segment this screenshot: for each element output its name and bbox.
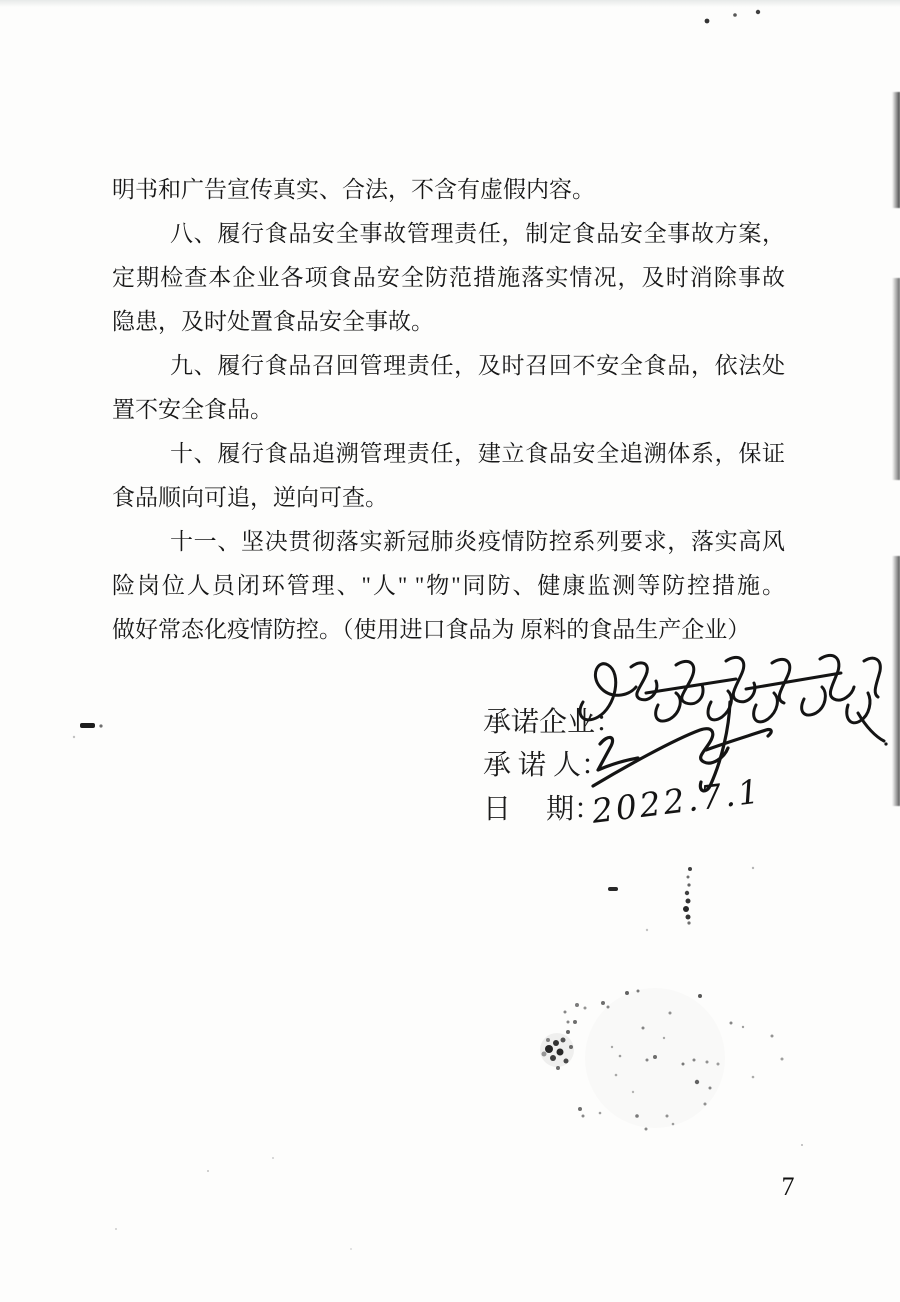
document-line: 定期检查本企业各项食品安全防范措施落实情况，及时消除事故 [112, 265, 785, 290]
document-body [112, 168, 785, 652]
document-line: 食品顺向可追，逆向可查。 [112, 485, 388, 510]
handwritten-date: 2022.7.1 [589, 771, 765, 831]
company-label: 承诺企业： [483, 707, 624, 738]
document-line: 九、履行食品召回管理责任，及时召回不安全食品，依法处 [170, 353, 785, 378]
document-line: 险岗位人员闭环管理、"人" "物"同防、健康监测等防控措施。 [112, 573, 785, 598]
document-line: 十、履行食品追溯管理责任，建立食品安全追溯体系，保证 [170, 441, 785, 466]
person-label: 承 诺 人： [483, 750, 610, 781]
document-line: 做好常态化疫情防控。（使用进口食品为 原料的食品生产企业） [112, 617, 751, 642]
document-line: 隐患，及时处置食品安全事故。 [112, 309, 434, 334]
scan-edge-artifact-right [892, 556, 900, 806]
scan-edge-artifact-right [892, 92, 900, 208]
scan-edge-artifact-top [0, 0, 900, 7]
document-line: 八、履行食品安全事故管理责任，制定食品安全事故方案， [170, 221, 785, 246]
date-label: 日 期： [483, 794, 603, 825]
scan-edge-artifact-right [892, 278, 900, 480]
document-line: 十一、坚决贯彻落实新冠肺炎疫情防控系列要求，落实高风 [170, 529, 785, 554]
document-line: 置不安全食品。 [112, 397, 273, 422]
page-number: 7 [781, 1172, 795, 1201]
document-line: 明书和广告宣传真实、合法，不含有虚假内容。 [112, 177, 595, 202]
